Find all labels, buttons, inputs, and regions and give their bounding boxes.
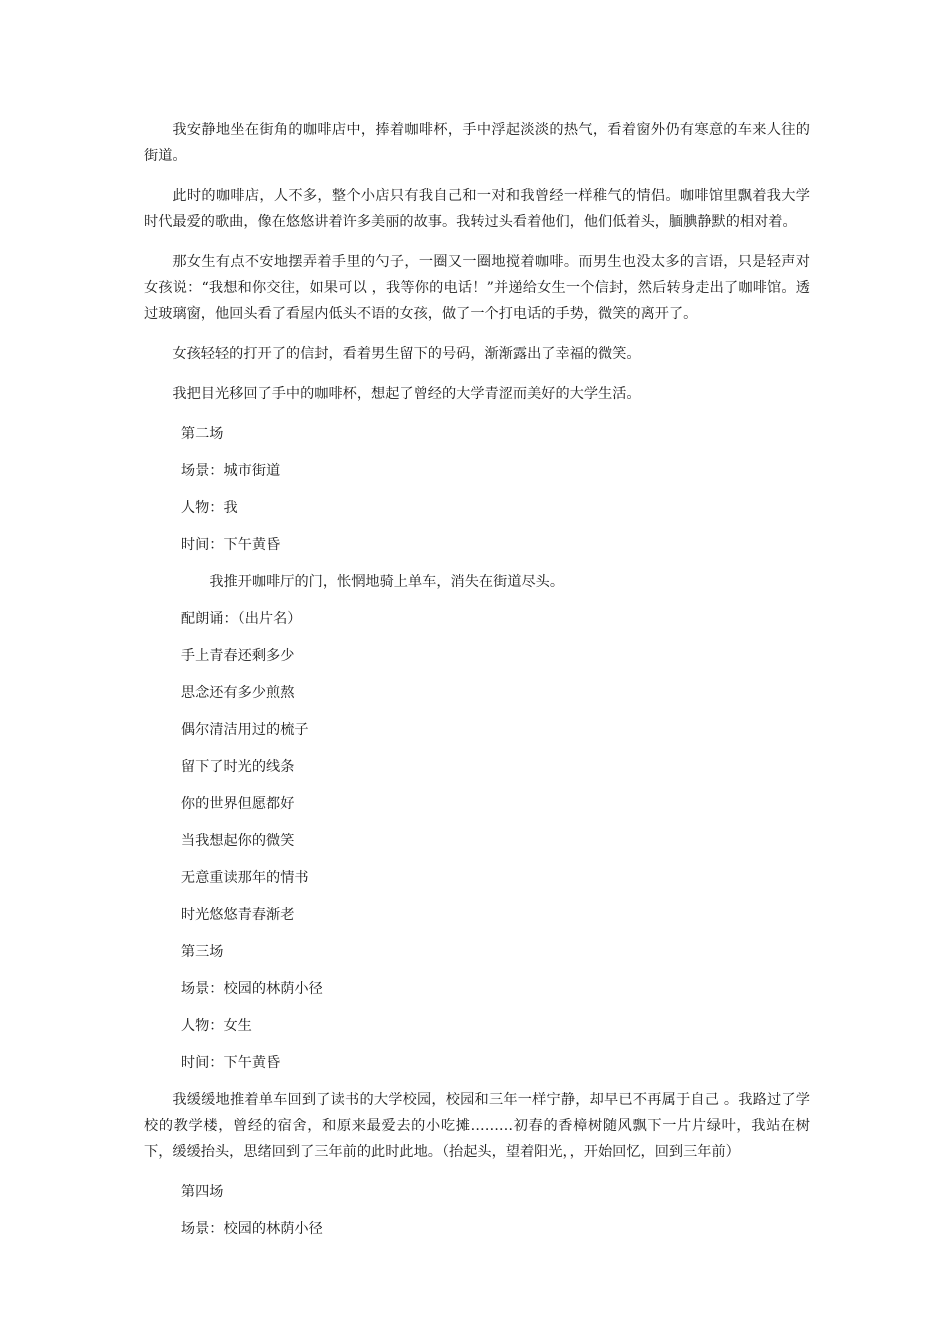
paragraph-boy-confession: 那女生有点不安地摆弄着手里的勺子，一圈又一圈地搅着咖啡。而男生也没太多的言语，只是轻声对女孩说：“我想和你交往，如果可以 ，我等你的电话！”并递给女生一个信封，然后转身走出了咖啡馆。透过玻璃窗，他回头看了看屋内低头不语的女孩，做了一个打电话的手势，微笑的离开了。 [144, 254, 810, 322]
scene-3-title: 第三场 [180, 944, 224, 960]
scene-2-setting: 场景：城市街道 [180, 463, 281, 479]
scene-2-title: 第二场 [180, 426, 224, 442]
poem-line: 时光悠悠青春渐老 [180, 907, 295, 923]
paragraph-cafe-couple: 此时的咖啡店，人不多，整个小店只有我自己和一对和我曾经一样稚气的情侣。咖啡馆里飘着我大学时代最爱的歌曲，像在悠悠讲着许多美丽的故事。我转过头看着他们，他们低着头，腼腆静默的相对着。 [144, 188, 810, 230]
poem-line: 你的世界但愿都好 [180, 796, 295, 812]
poem-line: 无意重读那年的情书 [180, 870, 309, 886]
poem-line: 偶尔清洁用过的梳子 [180, 722, 309, 738]
poem-line: 手上青春还剩多少 [180, 648, 295, 664]
paragraph-memory: 我把目光移回了手中的咖啡杯，想起了曾经的大学青涩而美好的大学生活。 [172, 386, 641, 402]
scene-3-characters: 人物：女生 [180, 1018, 252, 1034]
paragraph-girl-smile: 女孩轻轻的打开了的信封，看着男生留下的号码，渐渐露出了幸福的微笑。 [172, 346, 641, 362]
poem-line: 当我想起你的微笑 [180, 833, 295, 849]
poem-line: 思念还有多少煎熬 [180, 685, 295, 701]
scene-2-action: 我推开咖啡厅的门，怅惘地骑上单车，消失在街道尽头。 [209, 574, 565, 590]
scene-2-characters: 人物：我 [180, 500, 238, 516]
scene-3-narration: 我缓缓地推着单车回到了读书的大学校园，校园和三年一样宁静，却早已不再属于自己 。我路过了学校的教学楼，曾经的宿舍，和原来最爱去的小吃摊………初春的香樟树随风飘下一片片绿叶，我站在树下，缓缓抬头，思绪回到了三年前的此时此地。（抬起头，望着阳光，，开始回忆，回到三年前） [144, 1092, 810, 1160]
scene-3-setting: 场景：校园的林荫小径 [180, 981, 323, 997]
scene-3-time: 时间：下午黄昏 [180, 1055, 281, 1071]
poem-line: 留下了时光的线条 [180, 759, 295, 775]
scene-4-title: 第四场 [180, 1184, 224, 1200]
paragraph-cafe-intro: 我安静地坐在街角的咖啡店中，捧着咖啡杯，手中浮起淡淡的热气，看着窗外仍有寒意的车来人往的街道。 [144, 122, 810, 164]
document-body [144, 117, 810, 1253]
scene-2-time: 时间：下午黄昏 [180, 537, 281, 553]
scene-2-recitation-label: 配朗诵：（出片名） [180, 611, 302, 627]
scene-4-setting: 场景：校园的林荫小径 [180, 1221, 323, 1237]
